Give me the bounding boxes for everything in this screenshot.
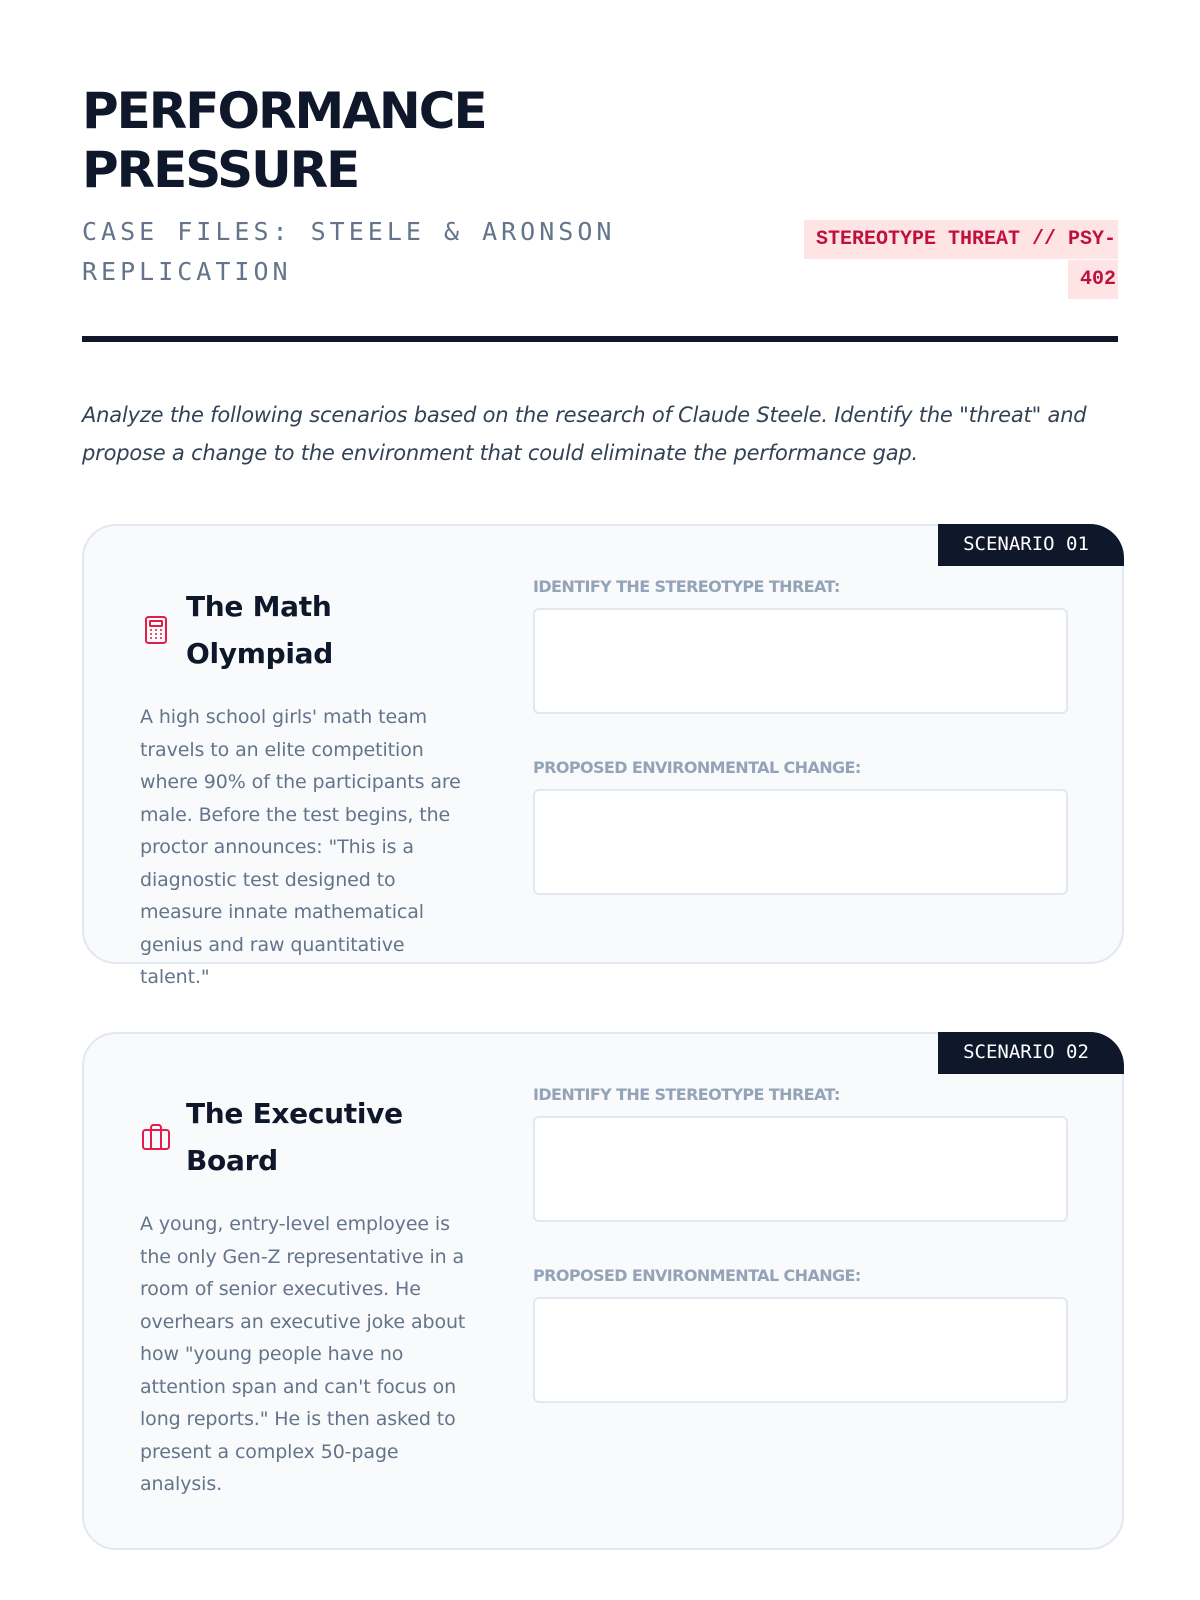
scenario-title: The Math Olympiad [186,590,334,670]
scenario-info [140,1086,480,1495]
scenario-response-area [533,578,1068,906]
scenario-description: A high school girls' math team travels to an elite competition where 90% of the participants are male. Before the test begins, the proctor announces: "This is a diagnostic test designed to measure innate mathematical genius and raw quantitative talent." [140,706,461,988]
intro-instructions: Analyze the following scenarios based on the research of Claude Steele. Identify the "threat" and propose a change to the environment that could eliminate the performance gap. [82,403,1087,465]
course-tag [798,220,1118,300]
page-title [82,82,702,200]
scenario-tag: SCENARIO 01 [938,524,1124,566]
scenario-heading [140,1090,480,1184]
briefcase-icon [140,1121,172,1153]
scenario-info [140,578,480,988]
title-line-2: PRESSURE [82,141,359,199]
change-field-label: PROPOSED ENVIRONMENTAL CHANGE: [533,758,861,777]
threat-input[interactable] [533,1116,1068,1222]
change-field-group [533,759,1068,900]
scenario-response-area [533,1086,1068,1492]
threat-input[interactable] [533,608,1068,714]
change-field-group [533,1267,1068,1408]
change-field-label: PROPOSED ENVIRONMENTAL CHANGE: [533,1266,861,1285]
calculator-icon [140,614,172,646]
scenario-tag: SCENARIO 02 [938,1032,1124,1074]
threat-field-label: IDENTIFY THE STEREOTYPE THREAT: [533,1085,840,1104]
scenario-card [82,524,1124,988]
page-subtitle: CASE FILES: STEELE & ARONSON REPLICATION [82,217,616,286]
scenario-description: A young, entry-level employee is the only Gen-Z representative in a room of senior executives. He overhears an executive joke about how "young people have no attention span and can't focus on long reports." He is then asked to present a complex 50-page analysis. [140,1213,466,1495]
threat-field-label: IDENTIFY THE STEREOTYPE THREAT: [533,577,840,596]
scenario-title: The Executive Board [186,1097,403,1177]
change-input[interactable] [533,1297,1068,1403]
threat-field-group [533,1086,1068,1227]
scenario-heading [140,583,480,677]
title-line-1: PERFORMANCE [82,82,486,140]
course-tag-text: STEREOTYPE THREAT // PSY-402 [804,220,1118,299]
header-divider [82,336,1118,342]
worksheet-header [82,0,1118,342]
scenario-card [82,1032,1124,1550]
threat-field-group [533,578,1068,719]
change-input[interactable] [533,789,1068,895]
